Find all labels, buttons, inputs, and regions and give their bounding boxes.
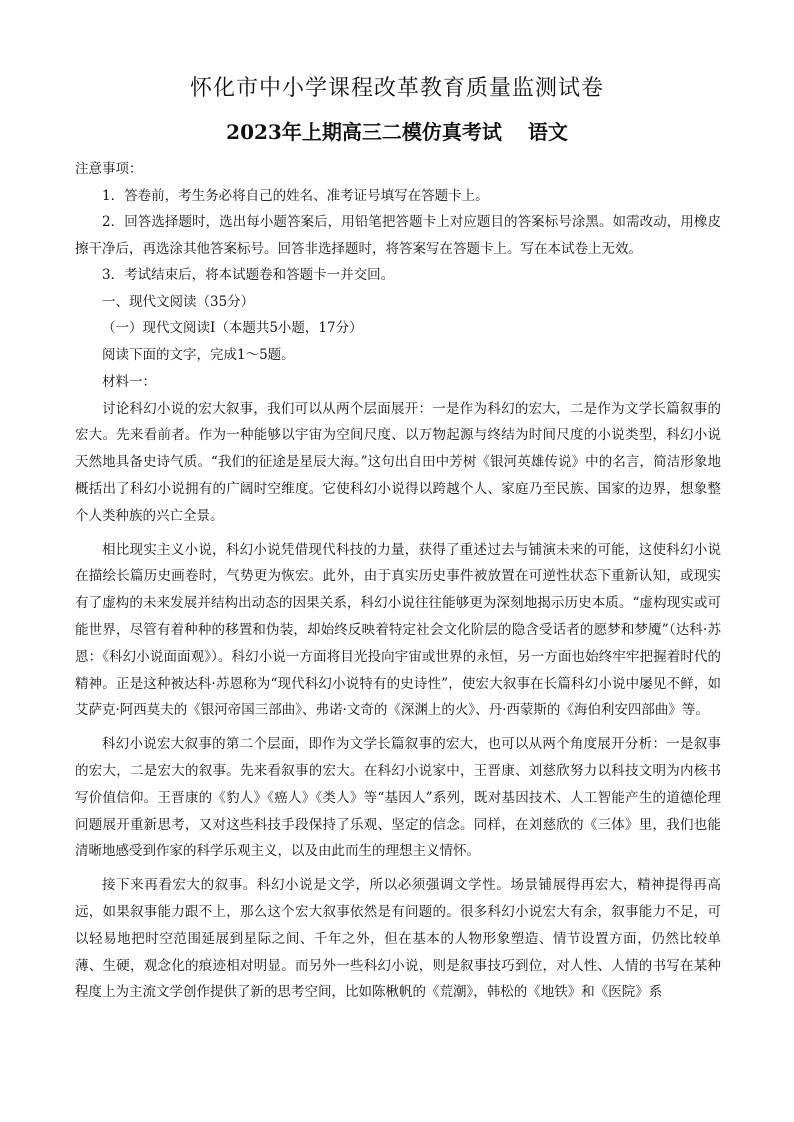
exam-subject: 语文: [527, 120, 568, 144]
notice-item-3: 3．考试结束后，将本试题卷和答题卡一并交回。: [102, 267, 395, 283]
notice-section: [75, 156, 721, 289]
material-label: 材料一：: [102, 373, 156, 390]
notice-item-1: 1．答卷前，考生务必将自己的姓名、准考证号填写在答题卡上。: [102, 187, 489, 204]
paragraph-4: 接下来再看宏大的叙事。科幻小说是文学，所以必须强调文学性。场景铺展得再宏大，精神提得再高远，如果叙事能力跟不上，那么这个宏大叙事依然是有问题的。很多科幻小说宏大有余，叙事能力不足，可以轻易地把时空范围延展到星际之间、千年之外，但在基本的人物形象塑造、情节设置方面，仍然比较单薄、生硬，观念化的痕迹相对明显。而另外一些科幻小说，则是叙事技巧到位，对人性、人情的书写在某种程度上为主流文学创作提供了新的思考空间，比如陈楸帆的《荒潮》，韩松的《地铁》和《医院》系: [75, 877, 721, 1001]
exam-name: 2023年上期高三二模仿真考试: [226, 120, 502, 144]
exam-body: [75, 156, 721, 1013]
notice-heading: 注意事项：: [75, 161, 143, 177]
notice-item-2: 2．回答选择题时，选出每小题答案后，用铅笔把答题卡上对应题目的答案标号涂黑。如需改动，用橡皮擦干净后，再选涂其他答案标号。回答非选择题时，将答案写在答题卡上。写在本试卷上无效。: [75, 214, 721, 257]
paragraph-2: 相比现实主义小说，科幻小说凭借现代科技的力量，获得了重述过去与铺演未来的可能，这使科幻小说在描绘长篇历史画卷时，气势更为恢宏。此外，由于真实历史事件被放置在可逆性状态下重新认知，或现实有了虚构的未来发展并结构出动态的因果关系，科幻小说往往能够更为深刻地揭示历史本质。“虚构现实或可能世界，尽管有着种种的移置和伪装，却始终反映着特定社会文化阶层的隐含受话者的愿梦和梦魇”（达科·苏恩：《科幻小说面面观》）。科幻小说一方面将目光投向宇宙或世界的永恒，另一方面也始终牢牢把握着时代的精神。正是这种被达科·苏恩称为“现代科幻小说特有的史诗性”，使宏大叙事在长篇科幻小说中屡见不鲜，如艾萨克·阿西莫夫的《银河帝国三部曲》、弗诺·文奇的《深渊上的火》、丹·西蒙斯的《海伯利安四部曲》等。: [75, 541, 721, 719]
reading-instruction: 阅读下面的文字，完成1～5题。: [102, 347, 295, 364]
exam-title: 怀化市中小学课程改革教育质量监测试卷: [189, 76, 604, 101]
section-subheading: （一）现代文阅读Ⅰ（本题共5小题，17分）: [102, 320, 363, 337]
section-heading: 一、现代文阅读（35分）: [102, 293, 255, 310]
reading-section: [75, 289, 721, 1007]
exam-subtitle: [0, 117, 794, 147]
paragraph-3: 科幻小说宏大叙事的第二个层面，即作为文学长篇叙事的宏大，也可以从两个角度展开分析：一是叙事的宏大，二是宏大的叙事。先来看叙事的宏大。在科幻小说家中，王晋康、刘慈欣努力以科技文明为内核书写价值信仰。王晋康的《豹人》《癌人》《类人》等“基因人”系列，既对基因技术、人工智能产生的道德伦理问题展开重新思考，又对这些科技手段保持了乐观、坚定的信念。同样，在刘慈欣的《三体》里，我们也能清晰地感受到作家的科学乐观主义，以及由此而生的理想主义情怀。: [75, 736, 721, 860]
paragraph-1: 讨论科幻小说的宏大叙事，我们可以从两个层面展开：一是作为科幻的宏大，二是作为文学长篇叙事的宏大。先来看前者。作为一种能够以宇宙为空间尺度、以万物起源与终结为时间尺度的小说类型，科幻小说天然地具备史诗气质。“我们的征途是星辰大海。”这句出自田中芳树《银河英雄传说》中的名言，简洁形象地概括出了科幻小说拥有的广阔时空维度。它使科幻小说得以跨越个人、家庭乃至民族、国家的边界，想象整个人类种族的兴亡全景。: [75, 400, 721, 524]
